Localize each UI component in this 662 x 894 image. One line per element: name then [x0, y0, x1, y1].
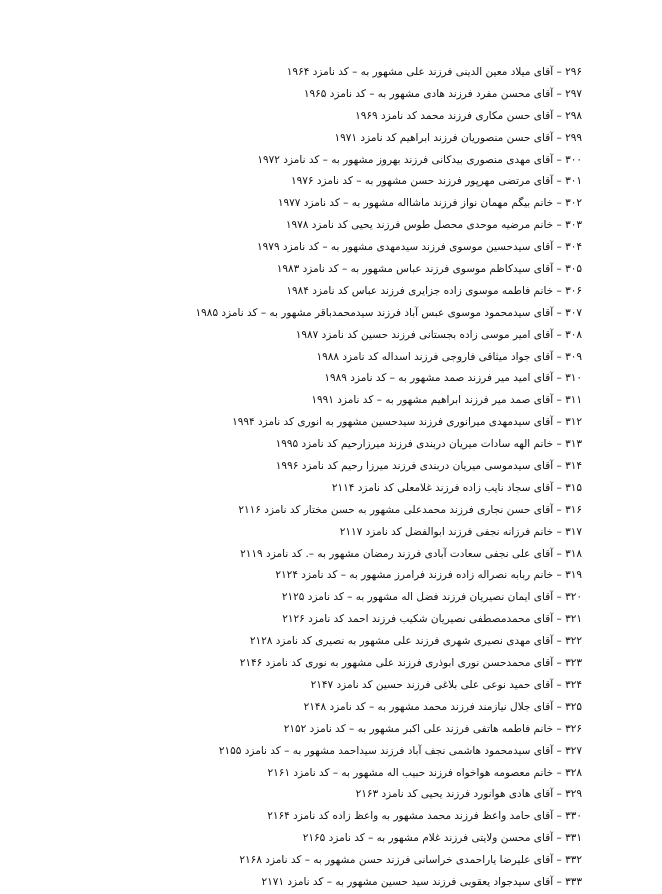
- list-item: ۳۰۹ – آقای جواد میثاقی فاروجی فرزند اسداله کد نامزد ۱۹۸۸: [316, 350, 582, 363]
- list-item: ۳۳۳ – آقای سیدجواد یعقوبی فرزند سید حسین مشهور به – کد نامزد ۲۱۷۱: [261, 875, 582, 888]
- list-item: ۳۰۴ – آقای سیدحسین موسوی فرزند سیدمهدی مشهور به – کد نامزد ۱۹۷۹: [257, 241, 582, 254]
- list-item: ۲۹۹ – آقای حسن منصوریان فرزند ابراهیم کد نامزد ۱۹۷۱: [334, 131, 582, 144]
- list-item: ۳۳۰ – آقای حامد واعظ فرزند محمد مشهور به واعظ زاده کد نامزد ۲۱۶۴: [267, 810, 582, 823]
- list-item: ۳۲۳ – آقای محمدحسن نوری ابوذری فرزند علی مشهور به نوری کد نامزد ۲۱۴۶: [239, 657, 582, 670]
- list-item: ۲۹۷ – آقای محسن مفرد فرزند هادی مشهور به – کد نامزد ۱۹۶۵: [303, 87, 582, 100]
- list-item: ۳۰۲ – خانم بیگم مهمان نواز فرزند ماشااله مشهور به – کد نامزد ۱۹۷۷: [277, 197, 582, 210]
- list-item: ۳۰۱ – آقای مرتضی مهرپور فرزند حسن مشهور به – کد نامزد ۱۹۷۶: [290, 175, 582, 188]
- list-item: ۳۱۹ – خانم ربابه نصراله زاده فرزند فرامرز مشهور به – کد نامزد ۲۱۲۴: [275, 569, 582, 582]
- list-item: ۳۱۶ – آقای حسن نجاری فرزند محمدعلی مشهور به حسن مختار کد نامزد ۲۱۱۶: [238, 503, 582, 516]
- list-item: ۳۰۶ – خانم فاطمه موسوی زاده جزایری فرزند عباس کد نامزد ۱۹۸۴: [286, 284, 582, 297]
- list-item: ۳۱۷ – خانم فرزانه نجفی فرزند ابوالفضل کد نامزد ۲۱۱۷: [339, 525, 582, 538]
- list-item: ۳۱۵ – آقای سجاد نایب زاده فرزند غلامعلی کد نامزد ۲۱۱۴: [331, 481, 582, 494]
- list-item: ۳۱۴ – آقای سیدموسی میریان دربندی فرزند میرزا رحیم کد نامزد ۱۹۹۶: [275, 460, 582, 473]
- list-item: ۳۱۲ – آقای سیدمهدی میرانوری فرزند سیدحسین مشهور به انوری کد نامزد ۱۹۹۴: [232, 416, 582, 429]
- list-item: ۳۰۰ – آقای مهدی منصوری بیدکانی فرزند بهروز مشهور به – کد نامزد ۱۹۷۲: [257, 153, 582, 166]
- list-item: ۳۱۳ – خانم الهه سادات میریان دربندی فرزند میرزارحیم کد نامزد ۱۹۹۵: [275, 438, 582, 451]
- candidate-list: [22, 62, 582, 894]
- list-item: ۳۲۷ – آقای سیدمحمود هاشمی نجف آباد فرزند سیداحمد مشهور به – کد نامزد ۲۱۵۵: [218, 744, 582, 757]
- list-item: ۳۲۴ – آقای حمید نوعی علی بلاغی فرزند حسین کد نامزد ۲۱۴۷: [310, 678, 582, 691]
- list-item: ۳۰۵ – آقای سیدکاظم موسوی فرزند عباس مشهور به – کد نامزد ۱۹۸۳: [276, 263, 582, 276]
- list-item: ۳۱۸ – آقای علی نجفی سعادت آبادی فرزند رمضان مشهور به –. کد نامزد ۲۱۱۹: [240, 547, 582, 560]
- list-item: ۳۰۳ – خانم مرضیه موحدی محصل طوس فرزند یحیی کد نامزد ۱۹۷۸: [285, 219, 582, 232]
- list-item: ۲۹۸ – آقای حسن مکاری فرزند محمد کد نامزد ۱۹۶۹: [355, 109, 582, 122]
- list-item: ۳۲۵ – آقای جلال نیازمند فرزند محمد مشهور به – کد نامزد ۲۱۴۸: [303, 700, 582, 713]
- list-item: ۳۰۷ – آقای سیدمحمود موسوی عبس آباد فرزند سیدمحمدباقر مشهور به – کد نامزد ۱۹۸۵: [195, 306, 582, 319]
- list-item: ۳۳۱ – آقای محسن ولایتی فرزند غلام مشهور به – کد نامزد ۲۱۶۵: [302, 832, 582, 845]
- list-item: ۳۲۹ – آقای هادی هوانورد فرزند یحیی کد نامزد ۲۱۶۳: [355, 788, 582, 801]
- list-item: ۳۲۱ – آقای محمدمصطفی نصیریان شکیب فرزند احمد کد نامزد ۲۱۲۶: [282, 613, 582, 626]
- list-item: ۳۲۸ – خانم معصومه هواخواه فرزند حبیب اله مشهور به – کد نامزد ۲۱۶۱: [267, 766, 582, 779]
- list-item: ۳۱۰ – آقای امید میر فرزند صمد مشهور به – کد نامزد ۱۹۸۹: [324, 372, 582, 385]
- list-item: ۳۱۱ – آقای صمد میر فرزند ابراهیم مشهور به – کد نامزد ۱۹۹۱: [311, 394, 582, 407]
- list-item: ۲۹۶ – آقای میلاد معین الدینی فرزند علی مشهور به – کد نامزد ۱۹۶۴: [286, 66, 582, 78]
- list-item: ۳۲۰ – آقای ایمان نصیریان فرزند فضل اله مشهور به – کد نامزد ۲۱۲۵: [281, 591, 582, 604]
- list-item: ۳۲۲ – آقای مهدی نصیری شهری فرزند علی مشهور به نصیری کد نامزد ۲۱۲۸: [249, 635, 582, 648]
- list-item: ۳۳۲ – آقای علیرضا یاراحمدی خراسانی فرزند حسن مشهور به – کد نامزد ۲۱۶۸: [239, 854, 582, 867]
- list-item: ۳۰۸ – آقای امیر موسی زاده بجستانی فرزند حسین کد نامزد ۱۹۸۷: [295, 328, 582, 341]
- list-item: ۳۲۶ – خانم فاطمه هاتفی فرزند علی اکبر مشهور به – کد نامزد ۲۱۵۲: [283, 722, 582, 735]
